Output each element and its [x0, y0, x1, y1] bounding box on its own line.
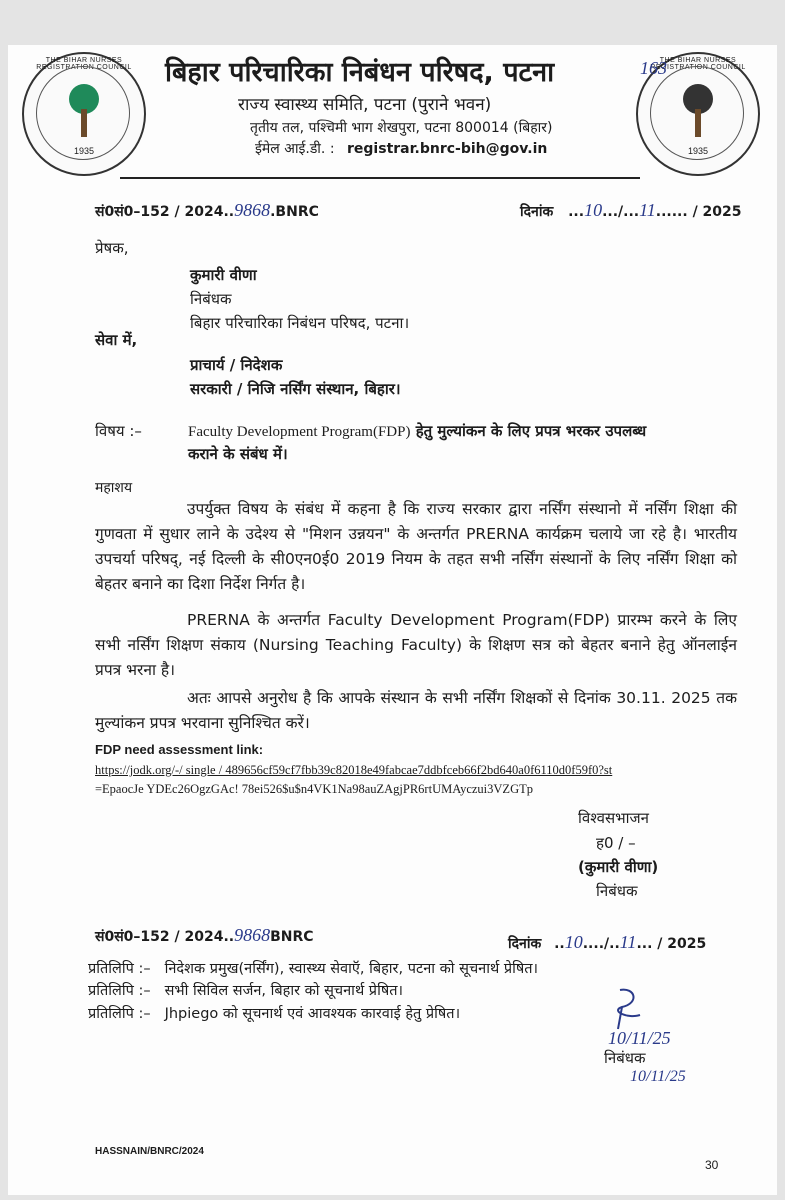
body-paragraph-2: PRERNA के अन्तर्गत Faculty Development Program(FDP) प्रारम्भ करने के लिए सभी नर्सिंग शिक्षण संकाय (Nursing Teaching Faculty) के शिक्षण सत्र को बेहतर बनाने हेतु ऑनलाईन प्रपत्र भरना है।: [95, 611, 737, 679]
ref2-handwritten-number: 9868: [234, 925, 271, 945]
assessment-link-line1[interactable]: https://jodk.org/-/ single / 489656cf59cf7fbb39c82018e49fabcae7ddbfceb66f2bd640a0f6110d0f59f0?st: [95, 763, 613, 777]
signature-date-2: 10/11/25: [630, 1068, 686, 1085]
seal-right-year: 1935: [687, 146, 709, 156]
ref-handwritten-number: 9868: [234, 200, 271, 220]
closing-designation: निबंधक: [596, 882, 638, 900]
email-row: [255, 139, 547, 158]
subject-line1: Faculty Development Program(FDP) हेतु मुल्यांकन के लिए प्रपत्र भरकर उपलब्ध: [188, 422, 647, 440]
letterhead-title: बिहार परिचारिका निबंधन परिषद, पटना: [165, 57, 555, 88]
council-seal-left: [22, 52, 146, 176]
letterhead-subtitle: राज्य स्वास्थ्य समिति, पटना (पुराने भवन): [238, 95, 492, 115]
footer-code: HASSNAIN/BNRC/2024: [95, 1146, 204, 1157]
sender-label: प्रेषक,: [95, 239, 129, 257]
recipient-line1: प्राचार्य / निदेशक: [190, 356, 283, 374]
seal-right-ring-text: THE BIHAR NURSES REGISTRATION COUNCIL: [650, 57, 746, 71]
reference-date: दिनांक ...10.../...11...... / 2025: [520, 200, 742, 220]
closing-yours: विश्वसभाजन: [578, 809, 649, 827]
email-label: ईमेल आई.डी. :: [255, 141, 335, 157]
sender-name: कुमारी वीणा: [190, 266, 257, 284]
handwritten-number: 163: [640, 58, 667, 78]
copy-row-1: प्रतिलिपि :– निदेशक प्रमुख(नर्सिंग), स्वास्थ्य सेवाऍ, बिहार, पटना को सूचनार्थ प्रेषित।: [88, 961, 538, 977]
reference-number-2: सं0सं0–152 / 2024..9868BNRC: [95, 925, 314, 945]
copy-row-2: प्रतिलिपि :– सभी सिविल सर्जन, बिहार को सूचनार्थ प्रेषित।: [88, 983, 403, 999]
closing-name: (कुमारी वीणा): [578, 858, 659, 876]
letterhead-address: तृतीय तल, पश्चिमी भाग शेखपुरा, पटना 800014 (बिहार): [250, 120, 553, 136]
copy-row-3: प्रतिलिपि :– Jhpiego को सूचनार्थ एवं आवश्यक कारवाई हेतु प्रेषित।: [88, 1006, 461, 1022]
sender-designation: निबंधक: [190, 290, 232, 308]
body-paragraph-3: अतः आपसे अनुरोध है कि आपके संस्थान के सभी नर्सिंग शिक्षकों से दिनांक 30.11. 2025 तक मुल्यांकन प्रपत्र भरवाना सुनिश्चित करें।: [95, 689, 737, 732]
body-paragraph-1: उपर्युक्त विषय के संबंध में कहना है कि राज्य सरकार द्वारा नर्सिंग संस्थानो में नर्सिंग शिक्षा की गुणवता में सुधार लाने के उदेश्य से "मिशन उन्नयन" के अन्तर्गत PRERNA कार्यक्रम चलाये जा रहे है। भारतीय उपचर्या परिषद्, नई दिल्ली के सी0एन0ई0 2019 नियम के तहत सभी नर्सिंग संस्थानों के लिए नर्सिंग शिक्षा को बेहतर बनाने का दिशा निर्देश निर्गत है।: [95, 500, 737, 593]
recipient-label: सेवा में,: [95, 331, 138, 349]
assessment-link-line2[interactable]: =EpaocJe YDEc26OgzGAc! 78ei526$u$n4VK1Na98auZAgjPR6rtUMAyczui3VZGTp: [95, 782, 533, 796]
reference-date-2: दिनांक ..10..../..11... / 2025: [508, 932, 707, 952]
signature-scribble: [600, 985, 690, 1030]
seal-left-year: 1935: [73, 146, 95, 156]
link-label: FDP need assessment link:: [95, 742, 264, 757]
signature-date: 10/11/25: [608, 1028, 671, 1048]
closing-signed: ह0 / –: [596, 834, 636, 852]
subject-label: विषय :–: [95, 422, 142, 440]
sender-org: बिहार परिचारिका निबंधन परिषद, पटना।: [190, 314, 410, 332]
reference-number: सं0सं0–152 / 2024..9868.BNRC: [95, 200, 319, 220]
header-divider: [120, 177, 640, 179]
subject-line2: कराने के संबंध में।: [188, 445, 288, 463]
page-number: 30: [705, 1158, 719, 1172]
email-address[interactable]: registrar.bnrc-bih@gov.in: [347, 141, 548, 157]
salutation: महाशय: [95, 480, 133, 496]
recipient-line2: सरकारी / निजि नर्सिंग संस्थान, बिहार।: [190, 380, 401, 398]
final-designation: निबंधक: [604, 1049, 646, 1067]
seal-left-ring-text: THE BIHAR NURSES REGISTRATION COUNCIL: [36, 57, 132, 71]
